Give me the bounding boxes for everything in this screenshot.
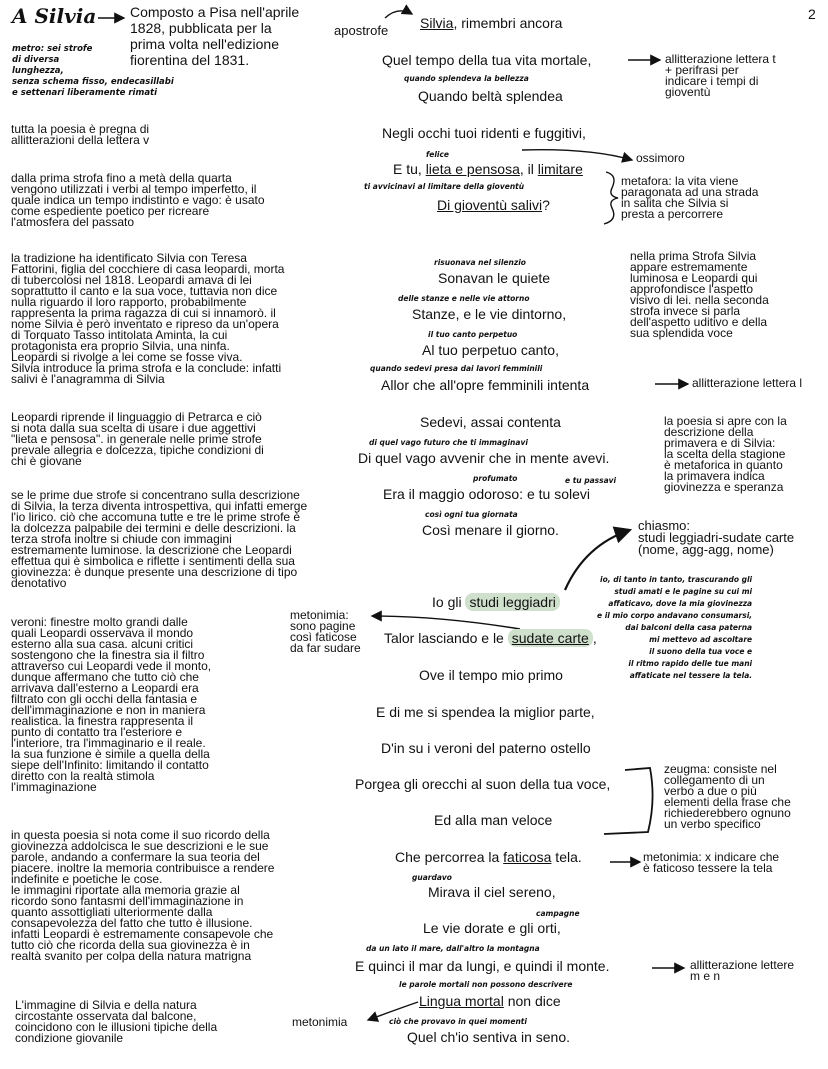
meter-line: senza schema fisso, endecasillabi	[12, 77, 174, 87]
note-line: affaticate nel tessere la tela.	[629, 671, 753, 680]
note-line: chiasmo:	[638, 518, 691, 533]
note-line: visivo di lei. nella seconda	[630, 293, 769, 307]
note-line: la primavera indica	[664, 469, 765, 483]
poem-verse	[437, 197, 550, 213]
note-line: consapevolezza del fatto che tutto è illusione.	[11, 916, 253, 930]
note-line: infatti Leopardi è estremamente consapevole che	[11, 927, 274, 941]
note-line: strofa invece si parla	[630, 304, 741, 318]
note-line: estremamente luminose. la descrizione che Leopardi	[11, 543, 292, 557]
arrow-metonymy-left	[372, 616, 520, 629]
note-line: siepe dell'Infinito: limitando il contatto	[11, 758, 209, 772]
note-line: terza strofa inoltre si chiude con immagini	[11, 532, 232, 546]
note-line: quanto assottigliati ulteriormente dalla	[11, 905, 213, 919]
verse-text: ?	[542, 197, 550, 213]
note-line: la scelta della stagione	[664, 447, 786, 461]
verse-gloss: profumato	[473, 474, 518, 483]
note-line: la poesia si apre con la	[664, 414, 787, 428]
note-line: giovinezza addolcisca le sue descrizioni e le sue	[11, 839, 269, 853]
poem-verse: Quel tempo della tua vita mortale,	[382, 52, 592, 68]
poem-verse-1	[420, 15, 562, 31]
note-line: presta a percorrere	[621, 207, 724, 221]
meter-line: metro: sei strofe	[12, 44, 93, 54]
verse-text: ,	[592, 630, 597, 646]
note-line: di Silvia, la terza diventa introspettiva, qui infatti emerge	[11, 499, 308, 513]
metonymy-phrase: Lingua mortal	[419, 993, 504, 1009]
meter-line: di diversa	[12, 55, 60, 65]
poem-verse: Sonavan le quiete	[438, 270, 551, 286]
poem-verse: Così menare il giorno.	[422, 522, 559, 538]
note-line: veroni: finestre molto grandi dalle	[11, 615, 188, 629]
note-line: rappresenta la prima ragazza di cui si innamorò. il	[11, 306, 276, 320]
note-line: sua splendida voce	[630, 326, 733, 340]
note-line: metafora: la vita viene	[621, 174, 739, 188]
verse-gloss: delle stanze e nelle vie attorno	[398, 294, 530, 303]
note-line: realtà svanito per colpa della natura matrigna	[11, 949, 252, 963]
note-line: prevale allegria e dolcezza, tipiche condizioni di	[11, 443, 264, 457]
note-line: il suono della tua voce e	[649, 647, 753, 656]
note-line: nulla riguardo il loro rapporto, probabilmente	[11, 295, 247, 309]
note-line: giovinezza: è dunque presente una descrizione di tipo	[11, 565, 298, 579]
note-line: verbo a due o più	[664, 784, 757, 798]
note-line: realistica. la finestra rappresenta il	[11, 714, 194, 728]
note-line: (nome, agg-agg, nome)	[638, 542, 774, 557]
note-line: appare estremamente	[630, 260, 748, 274]
note-alliteration-v	[11, 124, 149, 146]
verse-gloss: guardavo	[412, 873, 452, 882]
meter-line: lunghezza,	[12, 66, 64, 76]
note-line: zeugma: consiste nel	[664, 762, 777, 776]
note-line: tutto ciò che ricorda della sua giovinezza è in	[11, 938, 250, 952]
poem-verse: Sedevi, assai contenta	[420, 414, 561, 430]
note-line: affaticavo, dove la mia giovinezza	[608, 599, 753, 608]
note-line: in salita che Silvia si	[621, 196, 729, 210]
note-line: quale indica un tempo indistinto e vago: è usato	[11, 193, 265, 207]
poem-verse: Al tuo perpetuo canto,	[422, 342, 559, 358]
note-line: chi è giovane	[11, 454, 82, 468]
poem-verse: Era il maggio odoroso: e tu solevi	[383, 486, 590, 502]
note-imperfect-tense	[11, 173, 265, 228]
note-metonymy-tela	[643, 852, 779, 874]
poem-verse	[393, 161, 583, 177]
note-line: studi amati e le pagine su cui mi	[614, 587, 753, 596]
chiasmus-highlight: studi leggiadri	[465, 593, 559, 611]
note-metonymy-lingua: metonimia	[292, 1015, 348, 1029]
note-line: denotativo	[11, 576, 67, 590]
note-line: filtrato con gli occhi della fantasia e	[11, 692, 198, 706]
note-line: in questa poesia si nota come il suo ricordo della	[11, 828, 270, 842]
note-line: indefinite e poetiche le cose.	[11, 872, 163, 886]
note-line: richiederebbero ognuno	[664, 806, 791, 820]
verse-text: Che percorrea la	[395, 849, 504, 865]
verse-text: non dice	[503, 993, 561, 1009]
verse-text: Io gli	[432, 594, 466, 610]
note-third-strophe	[11, 490, 307, 589]
note-line: la tradizione ha identificato Silvia con Teresa	[11, 251, 247, 265]
metonymy-word: faticosa	[503, 849, 552, 865]
note-line: le immagini riportate alla memoria grazie al	[11, 883, 240, 897]
note-line: allitterazioni della lettera v	[11, 133, 150, 147]
note-alliteration-mn	[690, 960, 794, 982]
silvia-word: Silvia	[420, 15, 454, 31]
note-line: piacere. inoltre la memoria contribuisce a rendere	[11, 861, 275, 875]
composition-line: Composto a Pisa nell'aprile	[130, 4, 300, 20]
verse-text: Talor lasciando e le	[384, 630, 508, 646]
meter-note	[12, 44, 174, 99]
note-line: io, di tanto in tanto, trascurando gli	[600, 575, 753, 584]
verse-gloss: le parole mortali non possono descrivere	[399, 980, 573, 989]
note-metonymy-carte	[290, 610, 361, 654]
verse-gloss: campagne	[536, 909, 580, 918]
verse-gloss: così ogni tua giornata	[425, 510, 518, 519]
note-line: nome Silvia è però inventato e ripreso da un'opera	[11, 317, 279, 331]
verse-gloss: ciò che provavo in quei momenti	[389, 1017, 527, 1026]
note-oxymoron: ossimoro	[636, 151, 685, 165]
verse-gloss: da un lato il mare, dall'altro la montagna	[366, 944, 540, 953]
brace-metaphor	[604, 172, 618, 224]
note-line: dai balconi della casa paterna	[625, 623, 753, 632]
note-line: nella prima Strofa Silvia	[630, 249, 757, 263]
verse-text: , il	[519, 161, 538, 177]
note-line: protagonista era proprio Silvia, una ninfa.	[11, 339, 230, 353]
verse-text: E tu,	[393, 161, 426, 177]
poem-verse: D'in su i veroni del paterno ostello	[381, 740, 591, 756]
note-line: allitterazione lettera t	[665, 52, 776, 66]
poem-verse: E quinci il mar da lungi, e quindi il monte.	[355, 958, 610, 974]
verse-text: , rimembri ancora	[453, 15, 563, 31]
note-metaphor	[621, 176, 758, 220]
note-line: è faticoso tessere la tela	[643, 861, 773, 875]
metaphor-word: limitare	[537, 161, 583, 177]
poem-verse	[384, 630, 597, 646]
note-alliteration-t	[665, 54, 776, 98]
note-line: dunque affermano che tutto ciò che	[11, 670, 199, 684]
note-line: sostengono che la finestra sia il filtro	[11, 648, 205, 662]
verse-gloss: ti avvicinavi al limitare della gioventù	[364, 182, 525, 191]
verse-gloss: risuonava nel silenzio	[434, 258, 526, 267]
note-line: esterno alla sua casa. alcuni critici	[11, 637, 194, 651]
note-line: l'interiore, tra l'immaginario e il reale.	[11, 736, 206, 750]
poem-verse: Ed alla man veloce	[434, 812, 553, 828]
metaphor-phrase: Di gioventù salivi	[437, 197, 543, 213]
arrow-apostrophe	[385, 11, 412, 18]
note-line: L'immagine di Silvia e della natura	[15, 998, 197, 1012]
composition-line: fiorentina del 1831.	[130, 52, 250, 68]
note-line: di tubercolosi nel 1818. Leopardi amava di lei	[11, 273, 252, 287]
note-line: tutta la poesia è pregna di	[11, 122, 150, 136]
note-line: la dolcezza palpabile dei termini e delle descrizioni. la	[11, 521, 296, 535]
meter-line: e settenari liberamente rimati	[12, 88, 158, 98]
note-line: Leopardi si rivolge a lei come se fosse viva.	[11, 350, 243, 364]
verse-gloss: il tuo canto perpetuo	[428, 330, 518, 339]
poem-verse: Porgea gli orecchi al suon della tua voce,	[355, 776, 611, 792]
note-line: arrivava dall'esterno a Leopardi era	[11, 681, 199, 695]
note-line: e il mio corpo andavano consumarsi,	[597, 611, 753, 620]
note-line: sono pagine	[290, 619, 356, 633]
chiasmus-highlight: sudate carte	[508, 629, 593, 647]
note-line: paragonata ad una strada	[621, 185, 759, 199]
poem-title: A Silvia	[12, 4, 97, 28]
note-line: primavera e di Silvia:	[664, 436, 776, 450]
note-alliteration-l: allitterazione lettera l	[692, 376, 803, 390]
note-line: mi mettevo ad ascoltare	[649, 635, 753, 644]
note-spring	[664, 416, 787, 493]
poem-verse: Quel ch'io sentiva in seno.	[407, 1029, 570, 1045]
verse-gloss: quando sedevi presa dai lavori femminili	[370, 364, 543, 373]
note-petrarca	[11, 412, 264, 467]
note-line: indicare i tempi di	[665, 74, 759, 88]
note-line: gioventù	[665, 85, 711, 99]
note-line: è metaforica in quanto	[664, 458, 783, 472]
note-line: vengono utilizzati i verbi al tempo imperfetto, il	[11, 182, 257, 196]
note-line: l'io lirico. ciò che accomuna tutte e tre le prime strofe è	[11, 510, 301, 524]
brace-zeugma	[604, 768, 653, 834]
note-line: allitterazione lettere	[690, 958, 795, 972]
note-line: metonimia: x indicare che	[643, 850, 780, 864]
note-zeugma	[664, 764, 791, 830]
note-line: coincidono con le illusioni tipiche della	[15, 1020, 218, 1034]
note-line: dell'immaginazione e non in maniera	[11, 703, 206, 717]
note-line: parole, andando a confermare la sua teoria del	[11, 850, 260, 864]
note-line: dalla prima strofa fino a metà della quarta	[11, 171, 232, 185]
verse-gloss: e tu passavi	[565, 476, 617, 485]
note-line: studi leggiadri-sudate carte	[638, 530, 795, 545]
oxymoron-phrase: lieta e pensosa	[425, 161, 520, 177]
poem-verse: Negli occhi tuoi ridenti e fuggitivi,	[382, 125, 586, 141]
poem-verse: E di me si spendea la miglior parte,	[376, 704, 595, 720]
note-line: + perifrasi per	[665, 63, 739, 77]
note-line: giovinezza e speranza	[664, 480, 784, 494]
note-line: salivi è l'anagramma di Silvia	[11, 372, 165, 386]
note-line: l'immaginazione	[11, 780, 97, 794]
note-illusions	[15, 1000, 217, 1044]
note-line: come espediente poetico per ricreare	[11, 204, 210, 218]
note-line: Silvia introduce la prima strofa e la conclude: infatti	[11, 361, 282, 375]
note-line: collegamento di un	[664, 773, 765, 787]
note-line: Leopardi riprende il linguaggio di Petrarca e ciò	[11, 410, 262, 424]
note-line: punto di contatto tra l'esteriore e	[11, 725, 183, 739]
composition-line: 1828, pubblicata per la	[130, 20, 272, 36]
poem-verse	[419, 993, 561, 1009]
verse-gloss: di quel vago futuro che ti immaginavi	[369, 438, 528, 447]
verse-gloss: quando splendeva la bellezza	[404, 74, 529, 83]
note-line: elementi della frase che	[664, 795, 791, 809]
composition-line: prima volta nell'edizione	[130, 36, 279, 52]
apostrophe-label: apostrofe	[334, 23, 389, 38]
note-line: se le prime due strofe si concentrano sulla descrizione	[11, 488, 300, 502]
note-chiasmus	[638, 520, 794, 556]
note-line: un verbo specifico	[664, 817, 761, 831]
poem-verse: Quando beltà splendea	[418, 88, 563, 104]
poem-verse	[395, 849, 582, 865]
poem-verse: Di quel vago avvenir che in mente avevi.	[358, 450, 610, 466]
note-line: così faticose	[290, 630, 357, 644]
note-line: da far sudare	[290, 641, 361, 655]
poem-verse: Stanze, e le vie dintorno,	[412, 306, 567, 322]
poem-verse: Ove il tempo mio primo	[419, 667, 563, 683]
note-line: diretto con la realtà stimola	[11, 769, 155, 783]
poem-verse	[432, 594, 560, 610]
note-line: di Torquato Tasso intitolata Aminta, la cui	[11, 328, 228, 342]
note-veroni	[11, 617, 211, 793]
note-line: la sua funzione è simile a quella della	[11, 747, 210, 761]
note-memory	[11, 830, 274, 962]
note-line: si nota dalla sua scelta di usare i due aggettivi	[11, 421, 256, 435]
note-line: Fattorini, figlia del cocchiere di casa leopardi, morta	[11, 262, 285, 276]
verse-gloss: felice	[426, 150, 450, 159]
note-line: approfondisce l'aspetto	[630, 282, 754, 296]
note-line: attraverso cui Leopardi vede il monto,	[11, 659, 212, 673]
note-silvia-identity	[11, 253, 284, 385]
poem-verse: Mirava il ciel sereno,	[428, 884, 556, 900]
note-line: condizione giovanile	[15, 1031, 124, 1045]
note-line: l'atmosfera del passato	[11, 215, 135, 229]
poem-verse: Allor che all'opre femminili intenta	[381, 377, 590, 393]
note-line: "lieta e pensosa". in generale nelle prime strofe	[11, 432, 262, 446]
note-line: dell'aspetto uditivo e della	[630, 315, 768, 329]
note-line: m e n	[690, 969, 721, 983]
note-line: ricordo sono fantasmi dell'immaginazione in	[11, 894, 244, 908]
note-line: luminosa e Leopardi qui	[630, 271, 758, 285]
verse-text: tela.	[551, 849, 582, 865]
poem-verse: Le vie dorate e gli orti,	[423, 920, 561, 936]
arrow-oxymoron	[522, 150, 632, 160]
note-line: soprattutto il canto e la sua voce, tuttavia non dice	[11, 284, 278, 298]
note-line: circostante osservata dal balcone,	[15, 1009, 197, 1023]
note-line: descrizione della	[664, 425, 754, 439]
page-number: 2	[808, 6, 816, 22]
note-line: quali Leopardi osservava il mondo	[11, 626, 194, 640]
note-line: effettua qui è simbolica e riflette i sentimenti della sua	[11, 554, 295, 568]
chiasmus-paraphrase	[597, 574, 752, 682]
note-line: il ritmo rapido delle tue mani	[628, 659, 753, 668]
note-line: metonimia:	[290, 608, 349, 622]
note-first-strophe	[630, 251, 769, 339]
